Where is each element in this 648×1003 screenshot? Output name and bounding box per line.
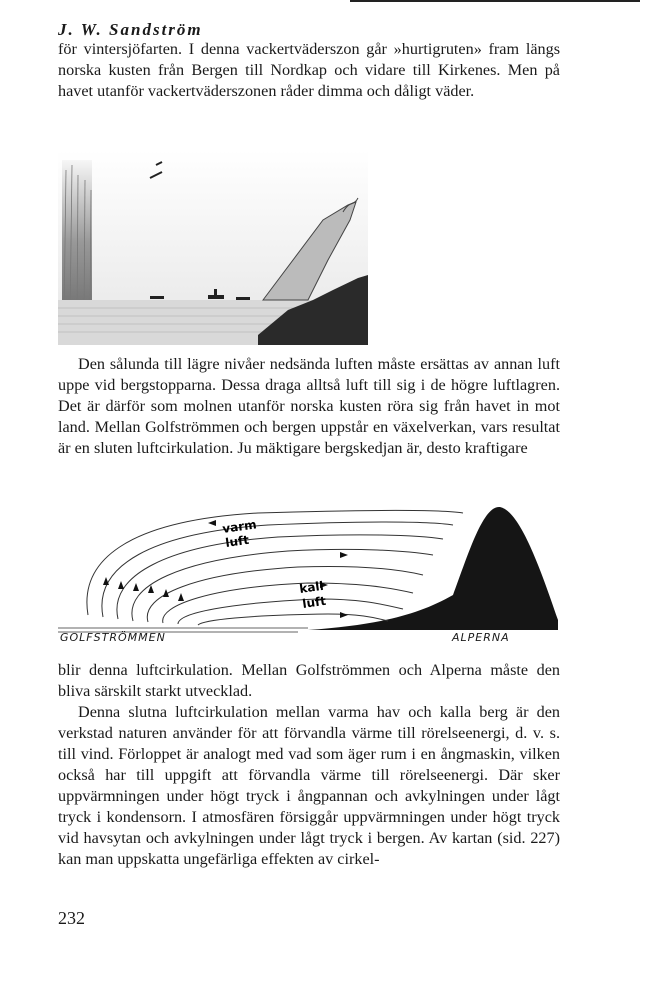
warm-air-label-2: luft: [224, 532, 250, 550]
paragraph-1: för vintersjöfarten. I denna vackertväderszon går »hurtigruten» fram längs norska kusten från Bergen till Nordkap och vidare till Kirkenes. Men på havet utanför vackertväderszonen råder dimma och dåligt väder.: [58, 40, 560, 100]
paragraph-2: Den sålunda till lägre nivåer nedsända luften måste ersättas av annan luft uppe vid bergstopparna. Dessa draga alltså luft till sig i de högre luftlagren. Det är därför som molnen utanför norska kusten röra sig från havet in mot land. Mellan Golfströmmen och bergen uppstår en växelverkan, vars resultat är en sluten luftcirkulation. Ju mäktigare bergskedjan är, desto kraftigare: [58, 355, 560, 457]
ship-icon: [150, 296, 164, 299]
paragraph-3: blir denna luftcirkulation. Mellan Golfströmmen och Alperna måste den bliva särskilt starkt utvecklad.: [58, 661, 560, 700]
page-number: 232: [58, 908, 85, 928]
gulf-stream-label: GOLFSTRÖMMEN: [60, 631, 166, 644]
circulation-loops: [87, 510, 463, 625]
warm-air-label-1: varm: [221, 517, 258, 536]
cold-air-label-2: luft: [301, 593, 327, 611]
paragraph-4: Denna slutna luftcirkulation mellan varma hav och kalla berg är den verkstad naturen använder för att förvandla värme till rörelseenergi, d. v. s. till vind. Förloppet är analogt med vad som äger rum i en ångmaskin, vilken också har till uppgift att förvandla värme till rörelseenergi. Där sker uppvärmningen under högt tryck i ångpannan och avkylningen under lågt tryck i kondensorn. I atmosfären försiggår uppvärmningen under högt tryck vid havsytan och avkylningen under lågt tryck i bergen. Av kartan (sid. 227) kan man uppskatta ungefärliga effekten av cirkel-: [58, 703, 560, 868]
top-rule: [350, 0, 640, 2]
running-head: J. W. Sandström: [58, 20, 203, 39]
coast-illustration: [58, 150, 368, 345]
cold-air-label-1: kall: [298, 578, 325, 596]
alps-mountain: [308, 507, 558, 630]
alps-label: ALPERNA: [452, 631, 510, 644]
air-circulation-diagram: [58, 495, 558, 645]
ship-icon: [236, 297, 250, 300]
